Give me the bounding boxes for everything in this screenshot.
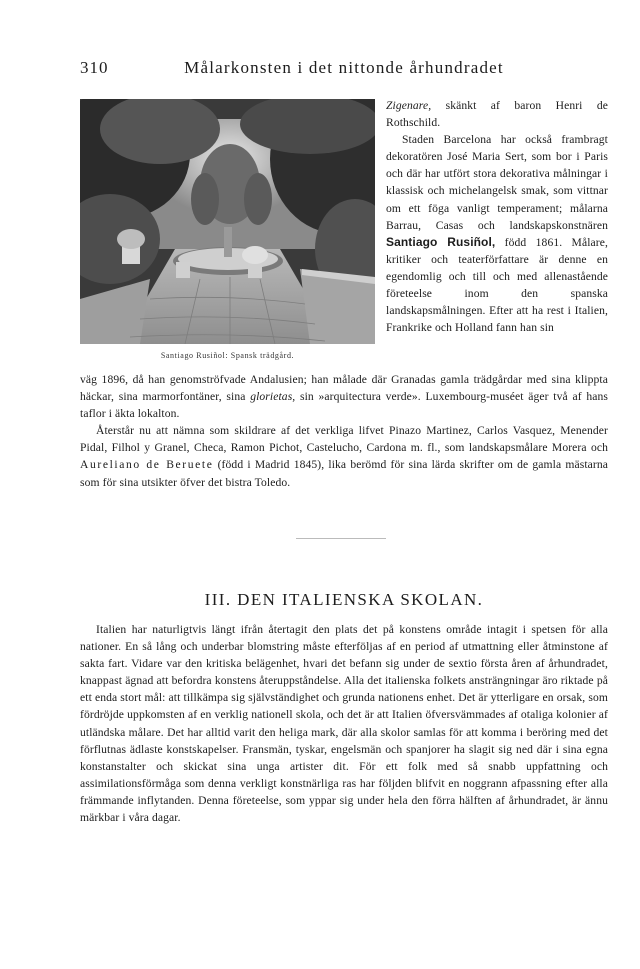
- section-divider: [296, 538, 386, 539]
- paragraph-text: (född i Madrid 1845), lika berömd för sina lärda skrifter om de gamla mästarna som för sina utsikter öfver det bistra Toledo.: [80, 458, 608, 489]
- page-number: 310: [80, 58, 109, 77]
- paragraph-text: väg 1896, då han genomströfvade Andalusien; han målade där Granadas gamla trädgårdar med sina klippta häckar, sina marmorfontäner, sina: [80, 373, 608, 404]
- figure-caption: Santiago Rusiñol: Spansk trädgård.: [160, 351, 295, 360]
- section-heading: III. DEN ITALIENSKA SKOLAN.: [204, 590, 484, 609]
- spaced-name: Aureliano de Beruete: [80, 458, 214, 472]
- paragraph: [386, 97, 608, 131]
- paragraph: Italien har naturligtvis längt ifrån återtagit den plats det på konstens område intagit i spetsen för alla nationer. En så lång och underbar blomstring måste efterföljas af en period af utmattning eller åtminstone af sakta fart. Vidare var den kritiska belägenhet, hvari det befann sig under de sextio första åren af århundradet, knappast ägnad att befordra konstens återuppståndelse. Alla det italienska folkets ansträngningar äro riktade på ett enda stort mål: att tillkämpa sig självständighet och grunda nationens enhet. Det är ytterligare en orsak, som fördröjde uppkomsten af en verklig nationell skola, och det är att Italien öfversvämmades af otaliga kolonier af utländska målare. Det har alltid varit den heliga mark, där alla skolor samlas för att komma i beröring med det förflutnas ädlaste konstskapelser. Fransmän, tyskar, engelsmän och spanjorer ha slagit sig ned där i sina egna konstanstalter och skickat sina unga artister dit. För ett folk med så snabb uppfattning och assimilationsförmåga som denna verkligt konstnärliga ras har följden blifvit en noggrann afpassning efter alla främmande inflytanden. Denna företeelse, som yppar sig under hela den förra hälften af århundradet, är ännu märkbar i våra dagar.: [80, 623, 608, 825]
- paragraph-text: född 1861. Målare, kritiker och teaterförfattare är denne en egendomlig och till och med allenastående företeelse inom den spanska landskapsmålningen. Efter att ha rest i Italien, Frankrike och Holland fann han sin: [386, 235, 608, 335]
- artist-name-bold: Santiago Rusiñol,: [386, 234, 496, 249]
- running-title: Målarkonsten i det nittonde århundradet: [184, 58, 504, 77]
- italic-title: Zigenare,: [386, 99, 432, 112]
- body-text-lower: [80, 621, 608, 826]
- paragraph: [80, 371, 608, 422]
- italic-term: glorietas,: [250, 390, 296, 404]
- paragraph: [80, 422, 608, 490]
- paragraph: [386, 131, 608, 336]
- paragraph-text: sin »arquitectura verde». Luxembourg-muséet äger två af hans taflor i äkta lokalton.: [80, 390, 608, 421]
- paragraph-text: Återstår nu att nämna som skildrare af det verkliga lifvet Pinazo Martinez, Carlos Vasquez, Menender Pidal, Filhol y Granel, Checa, Ramon Pichot, Castelucho, Cardona m. fl., som landskapsmålare Morera och: [80, 424, 608, 455]
- body-text-upper: [80, 371, 608, 491]
- right-column-text: [386, 97, 608, 336]
- paragraph-text: skänkt af baron Henri de Rothschild.: [386, 99, 608, 130]
- paragraph-text: Staden Barcelona har också frambragt dekoratören José Maria Sert, som bor i Paris och där har utfört stora dekorativa målningar i klassisk och michelangelsk smak, som vittnar om ett föga vanligt temperament; målarna Barrau, Casas och landskapskonstnären: [386, 133, 608, 232]
- garden-painting-figure: [80, 99, 375, 344]
- garden-painting-image: [80, 99, 375, 344]
- running-header: [80, 58, 608, 82]
